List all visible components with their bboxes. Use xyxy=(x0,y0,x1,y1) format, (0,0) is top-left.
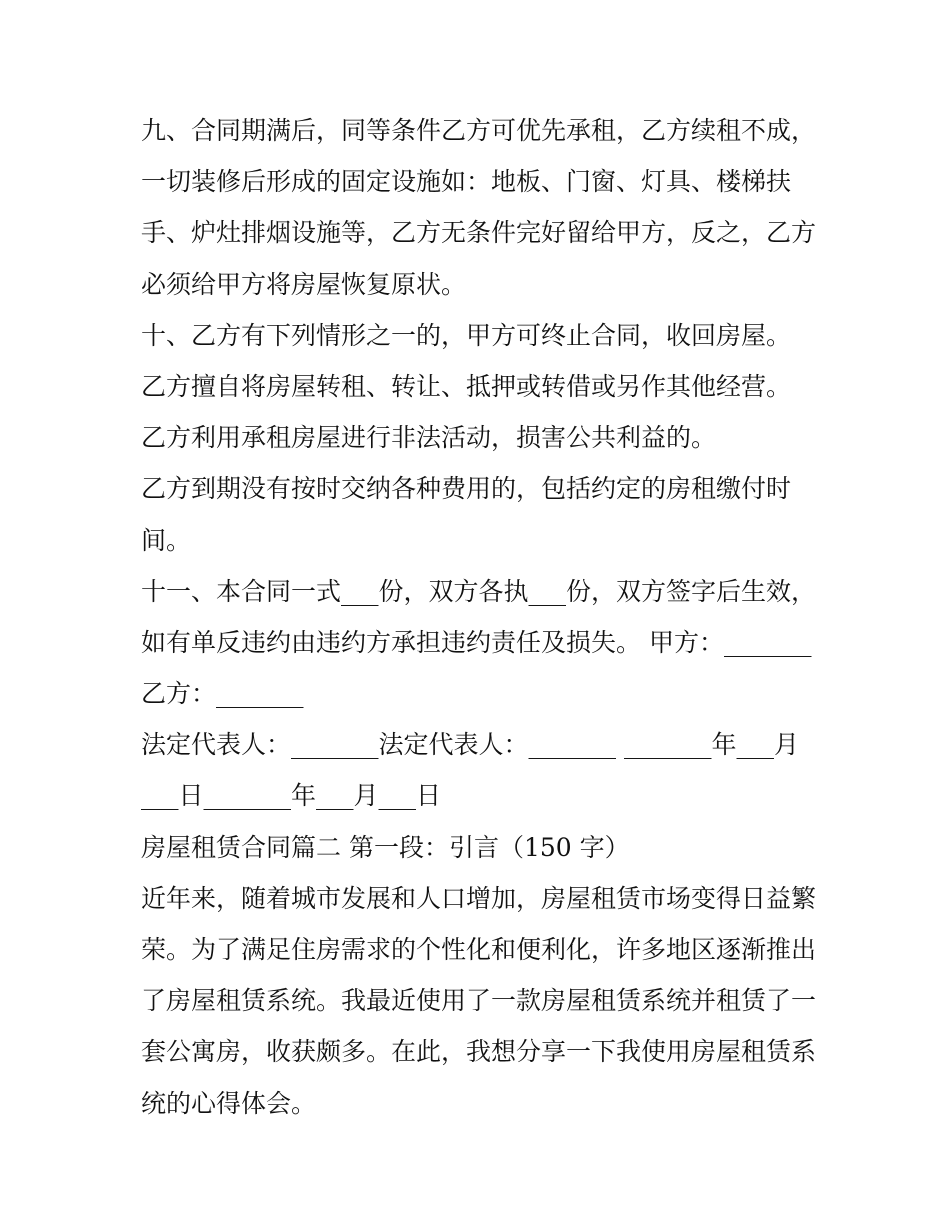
text-line: 十一、本合同一式___份，双方各执___份，双方签字后生效， xyxy=(141,576,817,606)
text-line: 如有单反违约由违约方承担违约责任及损失。 甲方：_______ xyxy=(141,627,812,657)
text-line: ___日_______年___月___日 xyxy=(141,781,442,811)
text-line: 十、乙方有下列情形之一的，甲方可终止合同，收回房屋。 xyxy=(141,320,792,350)
text-line: 套公寓房，收获颇多。在此，我想分享一下我使用房屋租赁系 xyxy=(141,1037,817,1067)
text-line: 统的心得体会。 xyxy=(141,1088,317,1118)
section-heading: 房屋租赁合同篇二 第一段：引言（150 字） xyxy=(141,832,630,862)
text-line: 乙方：_______ xyxy=(141,679,304,709)
text-line: 了房屋租赁系统。我最近使用了一款房屋租赁系统并租赁了一 xyxy=(141,986,817,1016)
text-line: 近年来，随着城市发展和人口增加，房屋租赁市场变得日益繁 xyxy=(141,883,817,913)
text-line: 乙方到期没有按时交纳各种费用的，包括约定的房租缴付时 xyxy=(141,474,792,504)
text-line: 九、合同期满后，同等条件乙方可优先承租，乙方续租不成， xyxy=(141,116,817,145)
text-line: 手、炉灶排烟设施等，乙方无条件完好留给甲方，反之，乙方 xyxy=(141,218,817,248)
text-line: 必须给甲方将房屋恢复原状。 xyxy=(141,269,467,299)
text-line: 乙方利用承租房屋进行非法活动，损害公共利益的。 xyxy=(141,423,717,453)
text-line: 乙方擅自将房屋转租、转让、抵押或转借或另作其他经营。 xyxy=(141,371,792,401)
text-line: 法定代表人：_______法定代表人：_______ _______年___月 xyxy=(141,730,799,760)
text-line: 间。 xyxy=(141,525,192,555)
text-line: 一切装修后形成的固定设施如：地板、门窗、灯具、楼梯扶 xyxy=(141,167,792,197)
document-body xyxy=(141,105,821,1129)
text-line: 荣。为了满足住房需求的个性化和便利化，许多地区逐渐推出 xyxy=(141,935,817,964)
